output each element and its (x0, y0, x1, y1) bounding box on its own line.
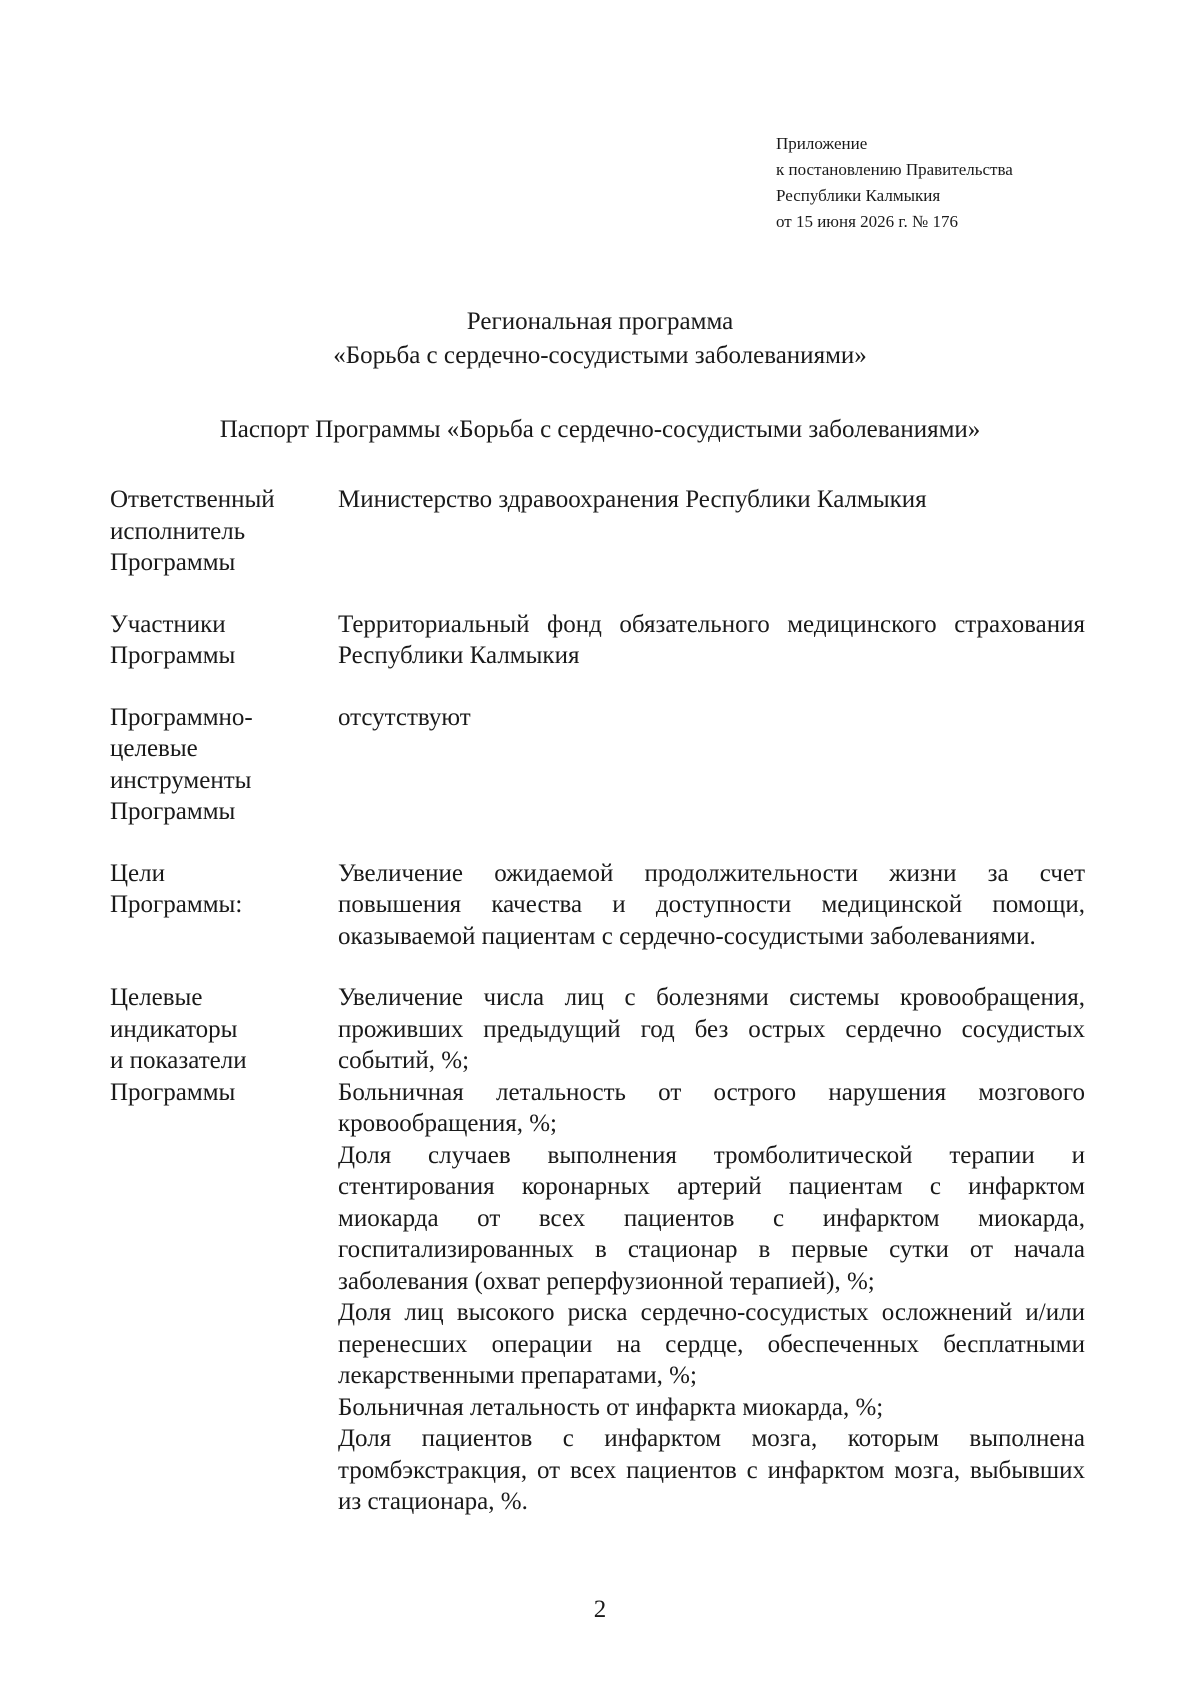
label-line: Программы (110, 798, 236, 825)
label-line: Программы (110, 549, 236, 576)
label-line: индикаторы (110, 1015, 238, 1043)
indicator-item: Увеличение числа лиц с болезнями системы кровообращения, проживших предыдущий год без острых сердечно сосудистых событий, %; (338, 984, 1085, 1074)
title-line-2: «Борьба с сердечно-сосудистыми заболеваниями» (333, 342, 867, 369)
indicator-item: Доля пациентов с инфарктом мозга, которым выполнена тромбэкстракция, от всех пациентов с инфарктом мозга, выбывших из стационара, %. (338, 1425, 1085, 1515)
label-line: и показатели (110, 1047, 247, 1074)
row-label (110, 982, 338, 1518)
attachment-line: к постановлению Правительства (776, 160, 1013, 179)
label-line: Цели (110, 859, 166, 887)
page-number: 2 (593, 1596, 607, 1623)
indicator-item: Доля случаев выполнения тромболитической терапии и стентирования коронарных артерий пациентам с инфарктом миокарда от всех пациентов с инфарктом миокарда, госпитализированных в стационар в первые сутки от начала заболевания (охват реперфузионной терапией), %; (338, 1141, 1085, 1295)
passport-row-executor (110, 484, 1085, 579)
value-paragraph: Министерство здравоохранения Республики Калмыкия (338, 486, 927, 513)
passport-row-participants (110, 609, 1085, 672)
row-value (338, 484, 1085, 579)
value-paragraph: отсутствуют (338, 703, 471, 731)
attachment-line: от 15 июня 2026 г. № 176 (776, 212, 958, 231)
indicator-item: Доля лиц высокого риска сердечно-сосудистых осложнений и/или перенесших операции на сердце, обеспеченных бесплатными лекарственными препаратами, %; (338, 1299, 1085, 1389)
label-line: Целевые (110, 984, 203, 1011)
label-line: Программы (110, 1078, 236, 1106)
passport-table (110, 484, 1085, 1548)
indicator-item: Больничная летальность от острого нарушения мозгового кровообращения, %; (338, 1078, 1085, 1137)
label-line: Ответственный (110, 486, 275, 513)
passport-row-indicators (110, 982, 1085, 1518)
attachment-line: Приложение (776, 134, 868, 153)
row-value (338, 609, 1085, 672)
row-label (110, 609, 338, 672)
label-line: исполнитель (110, 517, 246, 545)
attachment-line: Республики Калмыкия (776, 186, 941, 205)
label-line: инструменты (110, 766, 252, 794)
attachment-note (776, 131, 1136, 235)
title-line-1: Региональная программа (466, 308, 734, 335)
value-paragraph: Увеличение ожидаемой продолжительности жизни за счет повышения качества и доступности медицинской помощи, оказываемой пациентам с сердечно-сосудистыми заболеваниями. (338, 859, 1085, 950)
passport-row-goals (110, 858, 1085, 953)
row-label (110, 702, 338, 828)
indicator-item: Больничная летальность от инфаркта миокарда, %; (338, 1393, 884, 1421)
row-value (338, 858, 1085, 953)
passport-title: Паспорт Программы «Борьба с сердечно-сосудистыми заболеваниями» (219, 416, 981, 443)
row-value (338, 702, 1085, 828)
row-label (110, 484, 338, 579)
label-line: Программы (110, 642, 236, 669)
document-title (0, 305, 1200, 373)
label-line: Участники (110, 610, 226, 638)
label-line: целевые (110, 735, 198, 762)
passport-row-instruments (110, 702, 1085, 828)
label-line: Программы: (110, 891, 243, 918)
value-paragraph: Территориальный фонд обязательного медицинского страхования Республики Калмыкия (338, 610, 1085, 669)
row-value (338, 982, 1085, 1518)
label-line: Программно- (110, 703, 253, 731)
row-label (110, 858, 338, 953)
